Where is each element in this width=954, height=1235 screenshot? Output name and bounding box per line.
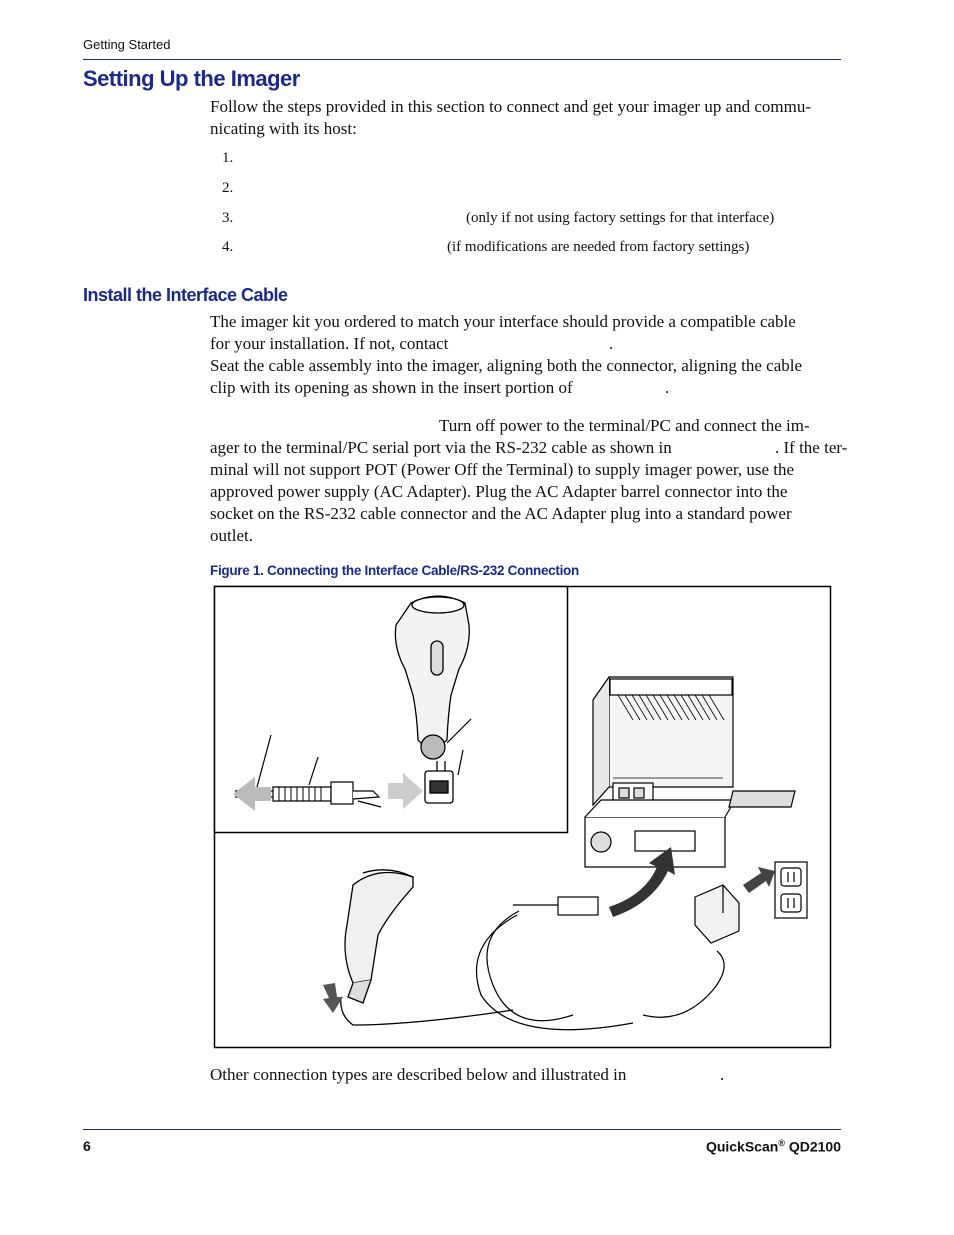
product-model: QD2100	[784, 1138, 841, 1155]
step-3-note: (only if not using factory settings for that interface)	[466, 210, 775, 226]
step-4-note: (if modifications are needed from factory settings)	[447, 239, 750, 255]
running-header: Getting Started	[83, 37, 171, 52]
p3-line-6: outlet.	[210, 526, 253, 545]
registered-mark: ®	[778, 1138, 785, 1148]
p3-line-3: minal will not support POT (Power Off the Terminal) to supply imager power, use the	[210, 460, 795, 479]
p3-line-4: approved power supply (AC Adapter). Plug the AC Adapter barrel connector into the	[210, 482, 788, 501]
figure-caption: Figure 1. Connecting the Interface Cable/RS-232 Connection	[210, 563, 579, 578]
rs232-connector	[558, 897, 598, 915]
intro-line-1: Follow the steps provided in this section to connect and get your imager up and commu-	[210, 97, 812, 116]
p3-line-1: Turn off power to the terminal/PC and connect the im-	[439, 416, 810, 435]
p2-line-1: Seat the cable assembly into the imager, aligning both the connector, aligning the cable	[210, 356, 803, 375]
p3-line-2-end: . If the ter-	[775, 438, 848, 457]
step-4-number: 4.	[222, 239, 234, 255]
subsection-title: Install the Interface Cable	[83, 285, 288, 305]
product-brand: QuickScan	[705, 1138, 779, 1155]
closing-text: Other connection types are described below and illustrated in	[210, 1065, 627, 1084]
p1-period: .	[609, 334, 614, 353]
header-rule	[83, 59, 841, 60]
step-1-number: 1.	[222, 150, 234, 166]
p3-line-5: socket on the RS-232 cable connector and the AC Adapter plug into a standard power	[210, 504, 792, 523]
step-2-number: 2.	[222, 180, 234, 196]
p1-line-2: for your installation. If not, contact	[210, 334, 449, 353]
figure-illustration	[213, 585, 833, 1050]
section-title: Setting Up the Imager	[83, 66, 300, 91]
footer-rule	[83, 1129, 841, 1130]
step-3-number: 3.	[222, 210, 234, 226]
closing-period: .	[720, 1065, 725, 1084]
page-number: 6	[83, 1138, 91, 1154]
product-name	[706, 1138, 841, 1155]
p2-period: .	[665, 378, 670, 397]
wall-outlet	[775, 862, 807, 918]
p1-line-1: The imager kit you ordered to match your interface should provide a compatible cable	[210, 312, 796, 331]
p2-line-2: clip with its opening as shown in the insert portion of	[210, 378, 573, 397]
intro-line-2: nicating with its host:	[210, 119, 357, 138]
p3-line-2: ager to the terminal/PC serial port via the RS-232 cable as shown in	[210, 438, 672, 457]
